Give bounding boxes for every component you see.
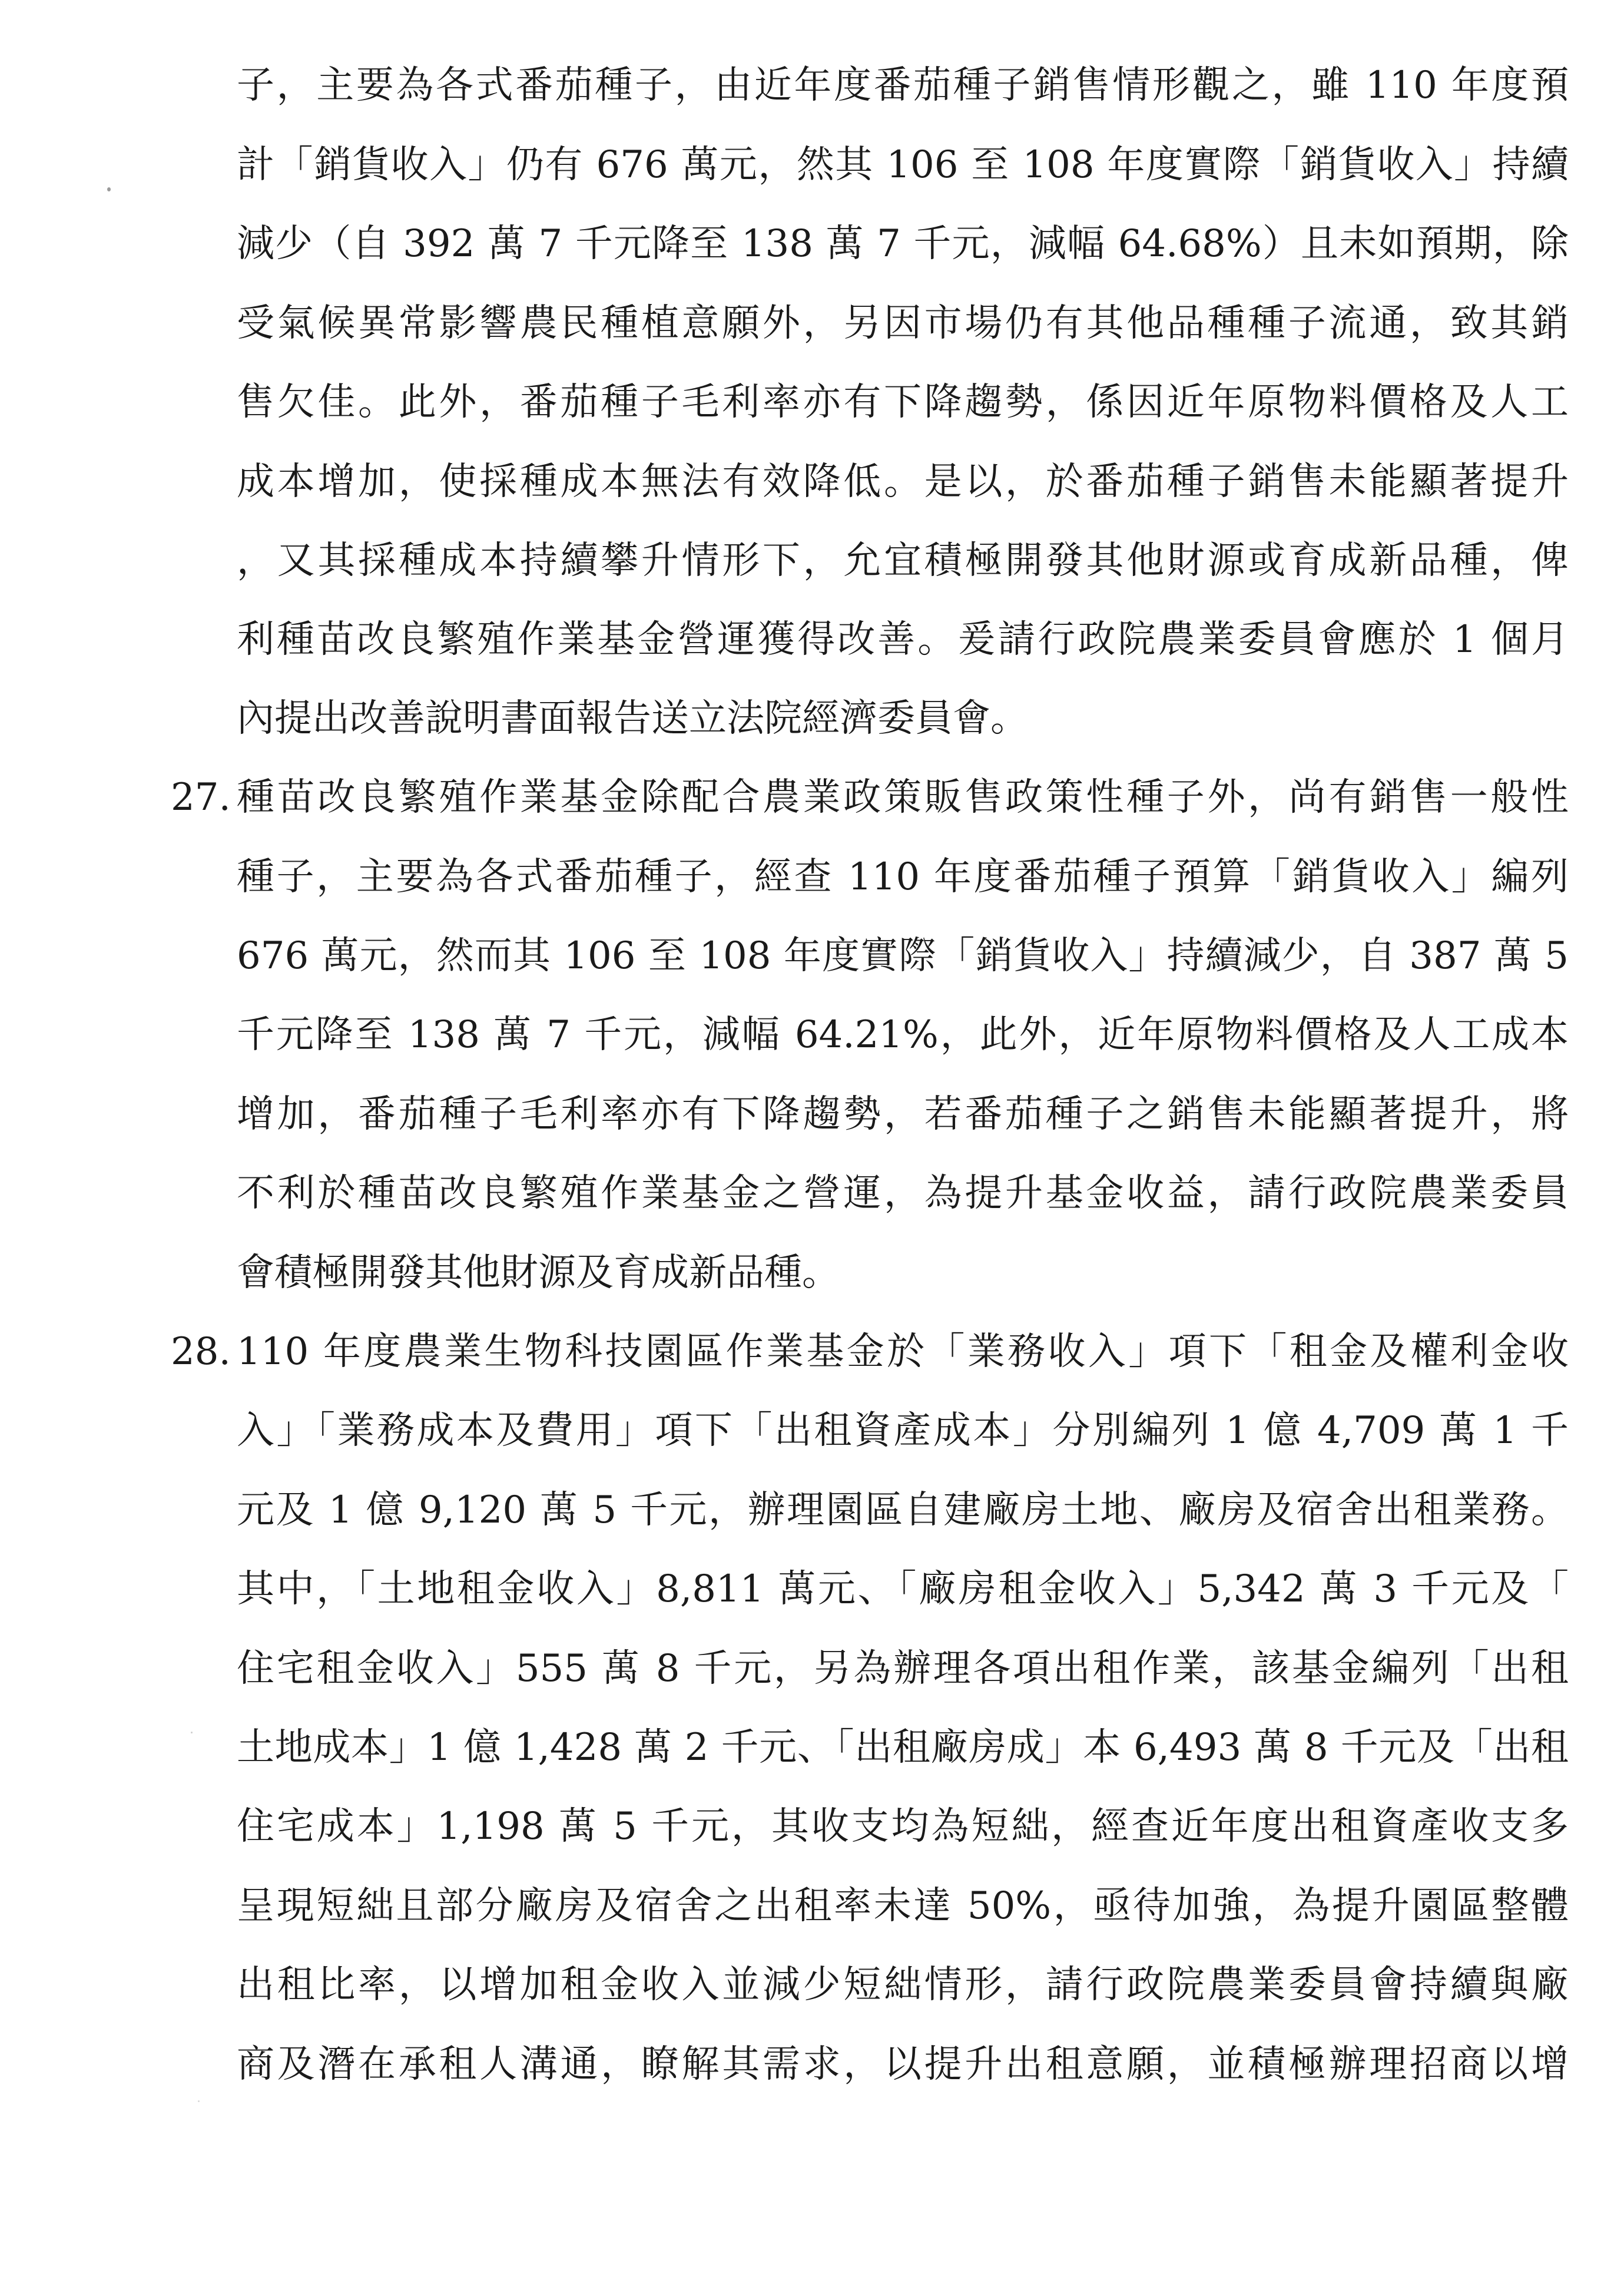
scan-speck	[191, 1732, 193, 1733]
text-line: 土地成本」1 億 1,428 萬 2 千元、「出租廠房成」本 6,493 萬 8 千元及「出租	[237, 1726, 1569, 1769]
item-number: 28.	[171, 1330, 231, 1374]
text-line: 其中，「土地租金收入」8,811 萬元、「廠房租金收入」5,342 萬 3 千元及「	[237, 1567, 1569, 1611]
text-line: 呈現短絀且部分廠房及宿舍之出租率未達 50%，亟待加強，為提升園區整體	[237, 1884, 1569, 1928]
text-line: 不利於種苗改良繁殖作業基金之營運，為提升基金收益，請行政院農業委員	[237, 1172, 1569, 1215]
text-line: 售欠佳。此外，番茄種子毛利率亦有下降趨勢，係因近年原物料價格及人工	[237, 380, 1569, 424]
text-line: 減少（自 392 萬 7 千元降至 138 萬 7 千元，減幅 64.68%）且未如預期，除	[237, 222, 1569, 266]
text-line: 110 年度農業生物科技園區作業基金於「業務收入」項下「租金及權利金收	[237, 1330, 1569, 1374]
scan-speck	[198, 2100, 200, 2102]
text-line: 676 萬元，然而其 106 至 108 年度實際「銷貨收入」持續減少，自 387 萬 5	[237, 934, 1569, 978]
text-line: 內提出改善說明書面報告送立法院經濟委員會。	[237, 697, 1028, 740]
text-line: 增加，番茄種子毛利率亦有下降趨勢，若番茄種子之銷售未能顯著提升，將	[237, 1093, 1569, 1136]
text-line: 入」「業務成本及費用」項下「出租資產成本」分別編列 1 億 4,709 萬 1 千	[237, 1409, 1569, 1452]
text-line: 千元降至 138 萬 7 千元，減幅 64.21%，此外，近年原物料價格及人工成本	[237, 1013, 1569, 1057]
text-line: 會積極開發其他財源及育成新品種。	[237, 1251, 840, 1295]
text-line: 利種苗改良繁殖作業基金營運獲得改善。爰請行政院農業委員會應於 1 個月	[237, 618, 1569, 661]
text-line: 種子，主要為各式番茄種子，經查 110 年度番茄種子預算「銷貨收入」編列	[237, 855, 1569, 899]
text-line: 成本增加，使採種成本無法有效降低。是以，於番茄種子銷售未能顯著提升	[237, 460, 1569, 504]
text-line: ，又其採種成本持續攀升情形下，允宜積極開發其他財源或育成新品種，俾	[237, 539, 1569, 583]
scan-speck	[107, 187, 111, 191]
text-line: 住宅成本」1,198 萬 5 千元，其收支均為短絀，經查近年度出租資產收支多	[237, 1805, 1569, 1848]
text-line: 元及 1 億 9,120 萬 5 千元，辦理園區自建廠房土地、廠房及宿舍出租業務。	[237, 1488, 1569, 1532]
text-line: 受氣候異常影響農民種植意願外，另因市場仍有其他品種種子流通，致其銷	[237, 302, 1569, 345]
text-line: 計「銷貨收入」仍有 676 萬元，然其 106 至 108 年度實際「銷貨收入」持續	[237, 143, 1569, 187]
text-line: 種苗改良繁殖作業基金除配合農業政策販售政策性種子外，尚有銷售一般性	[237, 776, 1569, 819]
item-number: 27.	[171, 776, 231, 819]
text-line: 住宅租金收入」555 萬 8 千元，另為辦理各項出租作業，該基金編列「出租	[237, 1647, 1569, 1690]
text-line: 出租比率，以增加租金收入並減少短絀情形，請行政院農業委員會持續與廠	[237, 1963, 1569, 2007]
text-line: 子，主要為各式番茄種子，由近年度番茄種子銷售情形觀之，雖 110 年度預	[237, 64, 1569, 107]
text-line: 商及潛在承租人溝通，瞭解其需求，以提升出租意願，並積極辦理招商以增	[237, 2043, 1569, 2086]
